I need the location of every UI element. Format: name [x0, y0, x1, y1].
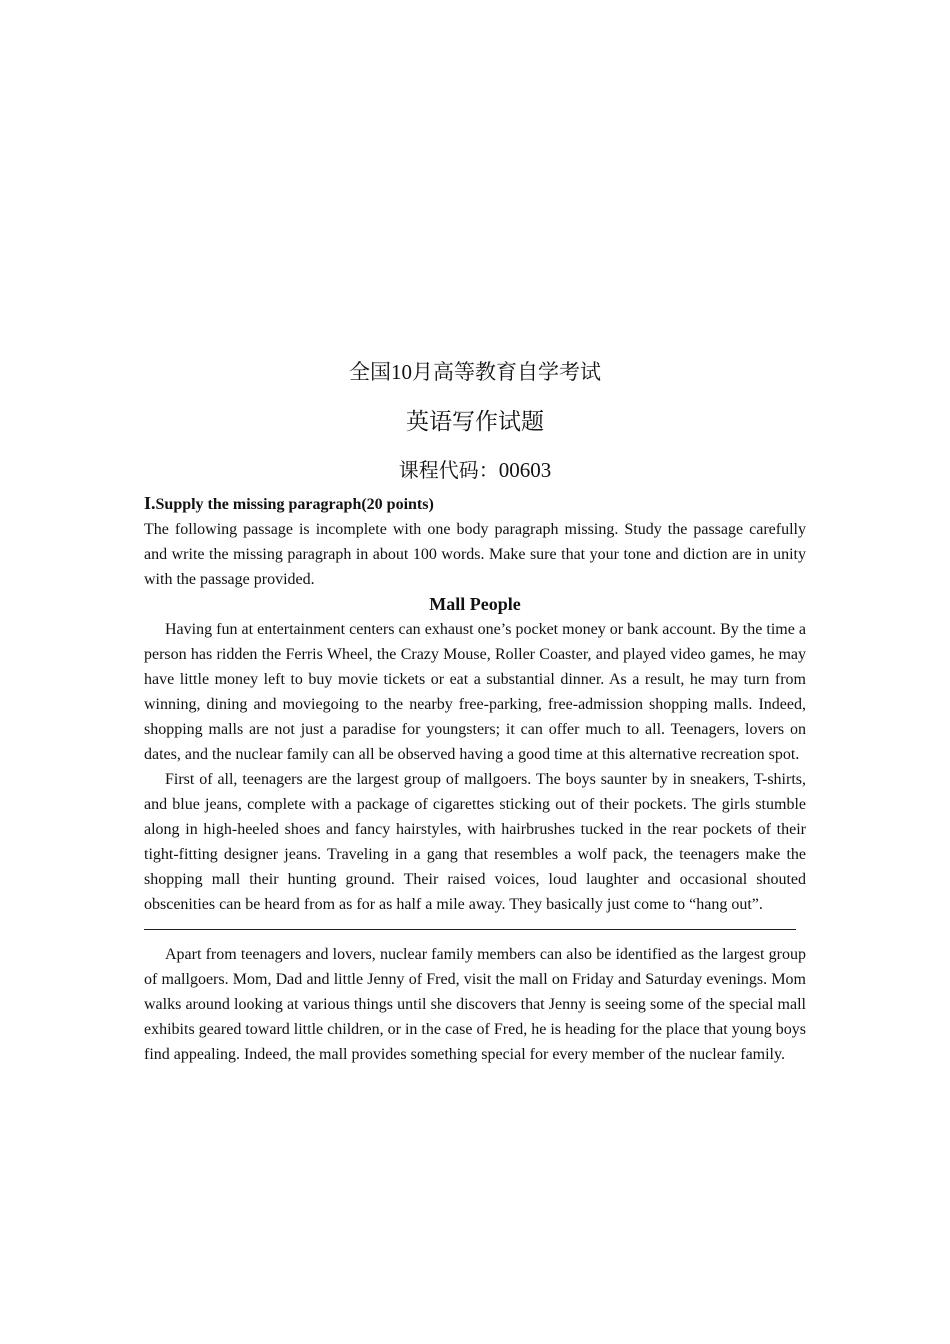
exam-title: 全国10月高等教育自学考试	[349, 360, 601, 384]
course-code-value: 00603	[498, 458, 552, 482]
passage-paragraph-intro: Having fun at entertainment centers can exhaust one’s pocket money or bank account. By the time a person has ridden the Ferris Wheel, the Crazy Mouse, Roller Coaster, and played video games, he may have little money left to buy movie tickets or eat a substantial dinner. As a result, he may turn from winning, dining and moviegoing to the nearby free-parking, free-admission shopping malls. Indeed, shopping malls are not just a paradise for youngsters; it can offer much to all. Teenagers, lovers on dates, and the nuclear family can all be observed having a good time at this alternative recreation spot.	[144, 621, 806, 763]
passage-paragraph-teenagers: First of all, teenagers are the largest group of mallgoers. The boys saunter by in sneakers, T-shirts, and blue jeans, complete with a package of cigarettes sticking out of their pockets. The girls stumble along in high-heeled shoes and fancy hairstyles, with hairbrushes tucked in the rear pockets of their tight-fitting designer jeans. Traveling in a gang that resembles a wolf pack, the teenagers make the shopping mall their hunting ground. Their raised voices, loud laughter and occasional shouted obscenities can be heard from as for as half a mile away. They basically just come to “hang out”.	[144, 771, 806, 913]
section-instructions: The following passage is incomplete with one body paragraph missing. Study the passage carefully and write the missing paragraph in about 100 words. Make sure that your tone and diction are in unity with the passage provided.	[144, 521, 806, 588]
document-content	[144, 356, 806, 1067]
subject-title: 英语写作试题	[406, 409, 544, 435]
section-heading-text: Supply the missing paragraph(20 points)	[155, 496, 434, 513]
course-code-label: 课程代码：	[398, 458, 499, 482]
section-number: I.	[144, 493, 156, 513]
missing-paragraph-blank	[144, 917, 806, 942]
course-code	[144, 454, 806, 486]
passage-paragraph-family: Apart from teenagers and lovers, nuclear family members can also be identified as the largest group of mallgoers. Mom, Dad and little Jenny of Fred, visit the mall on Friday and Saturday evenings. Mom walks around looking at various things until she discovers that Jenny is seeing some of the special mall exhibits geared toward little children, or in the case of Fred, he is heading for the place that young boys find appealing. Indeed, the mall provides something special for every member of the nuclear family.	[144, 946, 806, 1063]
passage-title: Mall People	[429, 594, 521, 614]
section-heading	[144, 491, 806, 517]
blank-rule-line	[144, 929, 796, 930]
